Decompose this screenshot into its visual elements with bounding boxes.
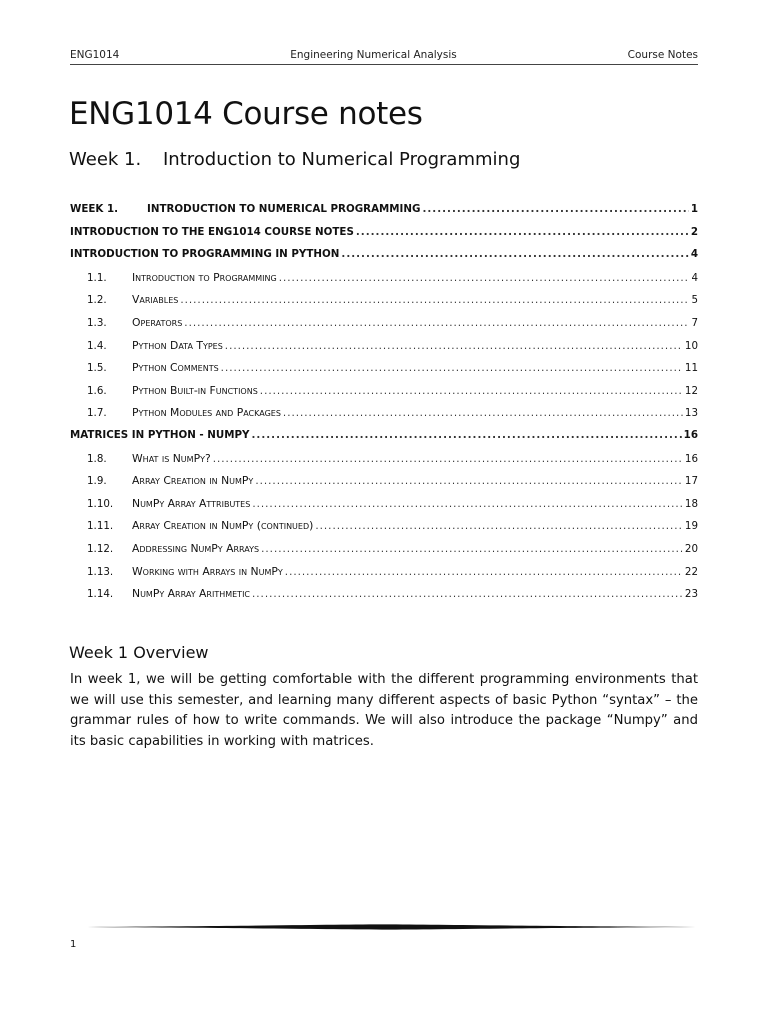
header-course-title: Engineering Numerical Analysis	[290, 49, 457, 61]
toc-entry-number: 1.12.	[87, 542, 114, 555]
toc-entry-number: 1.2.	[87, 294, 107, 307]
week-number: Week 1.	[69, 149, 142, 170]
toc-entry-number: 1.13.	[87, 565, 114, 578]
toc-leader-dots	[285, 566, 683, 578]
toc-entry-page: 4	[691, 271, 698, 284]
toc-entry-title: Introduction to Programming	[132, 270, 277, 284]
toc-entry[interactable]	[70, 248, 698, 271]
toc-entry[interactable]	[70, 429, 698, 452]
header-course-code: ENG1014	[70, 49, 120, 61]
toc-entry-title: Array Creation in NumPy	[132, 474, 254, 488]
toc-entry-page: 5	[691, 294, 698, 307]
toc-entry-page: 17	[684, 475, 698, 488]
toc-entry-number: WEEK 1.	[70, 203, 119, 215]
toc-entry-title: Python Comments	[132, 361, 219, 375]
toc-entry-title: Addressing NumPy Arrays	[132, 541, 260, 555]
toc-leader-dots	[315, 520, 683, 532]
toc-entry-number: 1.7.	[87, 407, 107, 420]
toc-entry[interactable]	[70, 271, 698, 294]
toc-leader-dots	[255, 475, 683, 487]
toc-entry-page: 2	[690, 225, 698, 238]
toc-entry-page: 4	[690, 248, 698, 261]
toc-entry-number: 1.1.	[87, 271, 107, 284]
toc-entry-title: Python Data Types	[132, 338, 223, 352]
toc-entry-title: NumPy Array Attributes	[132, 496, 251, 510]
toc-leader-dots	[252, 588, 683, 600]
toc-entry[interactable]	[70, 497, 698, 520]
table-of-contents	[70, 203, 698, 610]
toc-entry-page: 19	[684, 520, 698, 533]
toc-entry[interactable]	[70, 587, 698, 610]
toc-entry-number: 1.9.	[87, 475, 107, 488]
toc-entry[interactable]	[70, 542, 698, 565]
footer-divider	[73, 924, 696, 930]
toc-entry-title: INTRODUCTION TO PROGRAMMING IN PYTHON	[70, 248, 340, 261]
toc-entry-title: INTRODUCTION TO THE ENG1014 COURSE NOTES	[70, 225, 354, 238]
toc-entry-title: NumPy Array Arithmetic	[132, 587, 251, 601]
toc-leader-dots	[252, 429, 682, 441]
toc-leader-dots	[356, 226, 689, 238]
toc-entry-number: 1.3.	[87, 316, 107, 329]
toc-entry-page: 1	[690, 203, 698, 215]
toc-entry-number: 1.5.	[87, 362, 107, 375]
toc-leader-dots	[341, 248, 688, 260]
toc-entry[interactable]	[70, 226, 698, 249]
toc-entry-page: 16	[683, 428, 698, 441]
toc-entry[interactable]	[70, 384, 698, 407]
toc-leader-dots	[279, 272, 690, 284]
toc-entry-page: 20	[684, 542, 698, 555]
toc-entry-page: 12	[684, 384, 698, 397]
toc-entry-page: 22	[684, 565, 698, 578]
toc-entry-page: 13	[684, 407, 698, 420]
toc-leader-dots	[261, 543, 683, 555]
toc-entry[interactable]	[70, 519, 698, 542]
toc-entry-page: 18	[684, 497, 698, 510]
toc-leader-dots	[213, 453, 683, 465]
toc-entry-title: Python Modules and Packages	[132, 406, 281, 420]
toc-leader-dots	[221, 362, 683, 374]
toc-entry-title: Working with Arrays in NumPy	[132, 564, 283, 578]
toc-entry[interactable]	[70, 565, 698, 588]
toc-entry-number: 1.14.	[87, 588, 114, 601]
toc-leader-dots	[225, 340, 683, 352]
toc-entry[interactable]	[70, 293, 698, 316]
toc-entry-title: Array Creation in NumPy (continued)	[132, 519, 314, 533]
page-header	[70, 49, 698, 65]
toc-entry[interactable]	[70, 474, 698, 497]
toc-entry[interactable]	[70, 339, 698, 362]
toc-entry-title: What is NumPy?	[132, 451, 211, 465]
header-doc-type: Course Notes	[627, 49, 698, 61]
toc-entry-title: Python Built-in Functions	[132, 383, 258, 397]
week-heading	[69, 149, 520, 170]
toc-leader-dots	[252, 498, 683, 510]
toc-entry-title: Variables	[132, 293, 179, 307]
toc-entry[interactable]	[70, 203, 698, 226]
toc-leader-dots	[283, 407, 683, 419]
toc-entry-title: INTRODUCTION TO NUMERICAL PROGRAMMING	[147, 203, 421, 215]
toc-leader-dots	[260, 385, 683, 397]
overview-heading: Week 1 Overview	[69, 643, 209, 662]
toc-entry-number: 1.6.	[87, 384, 107, 397]
toc-entry-title: Operators	[132, 315, 183, 329]
toc-entry-page: 16	[684, 452, 698, 465]
toc-leader-dots	[422, 203, 688, 215]
toc-entry[interactable]	[70, 361, 698, 384]
toc-entry-title: MATRICES IN PYTHON - NUMPY	[70, 428, 250, 441]
toc-entry[interactable]	[70, 406, 698, 429]
toc-entry-page: 7	[691, 316, 698, 329]
overview-paragraph: In week 1, we will be getting comfortable with the different programming environments that we will use this semester, and learning many different aspects of basic Python “syntax” – the grammar rules of how to write commands. We will also introduce the package “Numpy” and its basic capabilities in working with matrices.	[70, 672, 698, 749]
toc-entry-page: 11	[684, 362, 698, 375]
toc-entry-number: 1.10.	[87, 497, 114, 510]
page-number: 1	[70, 939, 77, 950]
toc-entry-page: 10	[684, 339, 698, 352]
document-title: ENG1014 Course notes	[69, 96, 423, 132]
toc-entry-number: 1.4.	[87, 339, 107, 352]
week-title: Introduction to Numerical Programming	[163, 149, 521, 170]
toc-entry-page: 23	[684, 588, 698, 601]
toc-entry-number: 1.8.	[87, 452, 107, 465]
toc-leader-dots	[184, 317, 689, 329]
toc-entry[interactable]	[70, 452, 698, 475]
toc-leader-dots	[180, 294, 689, 306]
toc-entry-number: 1.11.	[87, 520, 114, 533]
toc-entry[interactable]	[70, 316, 698, 339]
